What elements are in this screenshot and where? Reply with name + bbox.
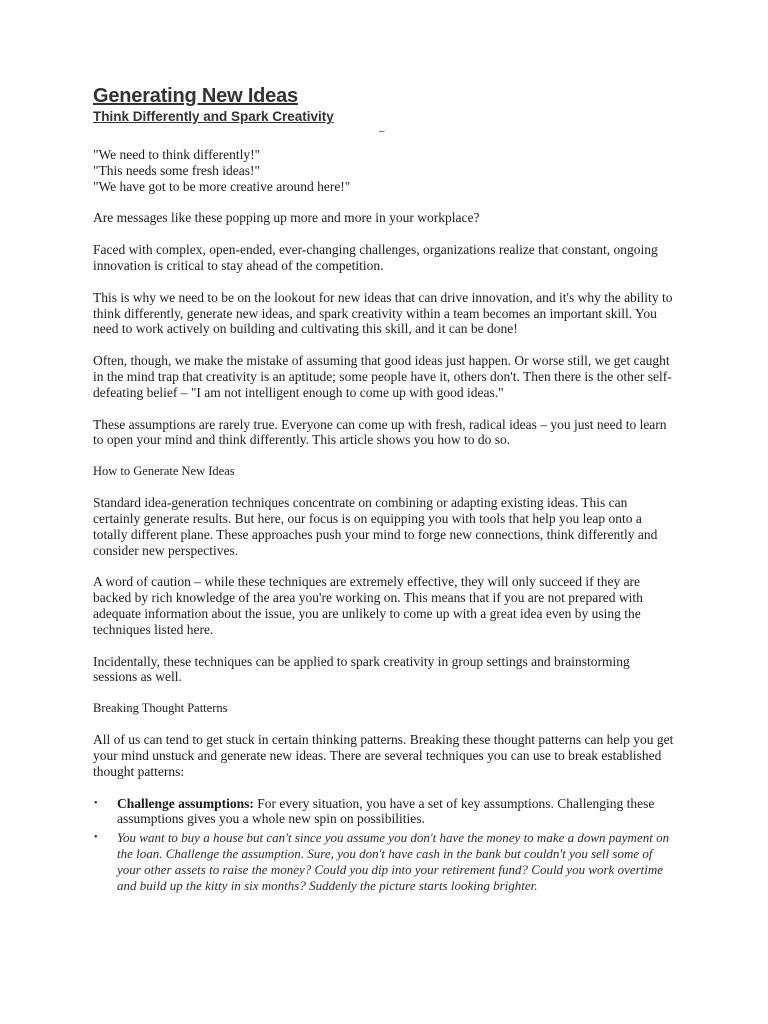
bullet-text: For every situation, you have a set of key assumptions. Challenging these assumptions gives you a whole new spin on possibilities. [117, 795, 655, 827]
intro-paragraph: Faced with complex, open-ended, ever-changing challenges, organizations realize that constant, ongoing innovation is critical to stay ahead of the competition. [93, 242, 658, 273]
bullet-icon: • [94, 832, 98, 844]
quote-line: "This needs some fresh ideas!" [93, 162, 260, 178]
intro-paragraph: Are messages like these popping up more and more in your workplace? [93, 210, 480, 226]
document-title: Generating New Ideas [93, 85, 298, 107]
intro-paragraph: This is why we need to be on the lookout for new ideas that can drive innovation, and it's why the ability to think differently, generate new ideas, and spark creativity within a team becomes an important skill. You need to work actively on building and cultivating this skill, and it can be done! [93, 289, 673, 337]
quote-line: "We need to think differently!" [93, 147, 261, 162]
quotes-block [93, 147, 675, 194]
document-subtitle: Think Differently and Spark Creativity [93, 109, 334, 124]
intro-paragraph: These assumptions are rarely true. Everyone can come up with fresh, radical ideas – you just need to learn to open your mind and think differently. This article shows you how to do so. [93, 416, 667, 448]
body-paragraph: A word of caution – while these techniques are extremely effective, they will only succeed if they are backed by rich knowledge of the area you're working on. This means that if you are not prepared with adequate information about the issue, you are unlikely to come up with a great idea even by using the techniques listed here. [93, 574, 643, 637]
body-paragraph: Incidentally, these techniques can be applied to spark creativity in group settings and brainstorming sessions as well. [93, 653, 630, 685]
body-paragraph: Standard idea-generation techniques concentrate on combining or adapting existing ideas. This can certainly generate results. But here, our focus is on equipping you with tools that help you leap onto a totally different plane. These approaches push your mind to forge new connections, think differently and consider new perspectives. [93, 495, 658, 558]
list-item [93, 796, 675, 828]
dash-mark: – [379, 126, 385, 137]
document-page [93, 84, 675, 893]
bullet-example-text: You want to buy a house but can't since you assume you don't have the money to make a down payment on the loan. Challenge the assumption. Sure, you don't have cash in the bank but couldn't you sell some of your other assets to raise the money? Could you dip into your retirement fund? Could you work overtime and build up the kitty in six months? Suddenly the picture starts looking brighter. [117, 830, 670, 893]
section-heading: Breaking Thought Patterns [93, 701, 228, 716]
section-heading: How to Generate New Ideas [93, 464, 235, 479]
bullet-bold-lead: Challenge assumptions: [117, 795, 254, 811]
bullet-icon: • [94, 797, 98, 809]
quote-line: "We have got to be more creative around here!" [93, 178, 351, 194]
list-item [93, 830, 675, 893]
bullet-list [93, 796, 675, 894]
intro-paragraph: Often, though, we make the mistake of assuming that good ideas just happen. Or worse still, we get caught in the mind trap that creativity is an aptitude; some people have it, others don't. Then there is the other self-defeating belief – "I am not intelligent enough to come up with good ideas." [93, 353, 672, 400]
body-paragraph: All of us can tend to get stuck in certain thinking patterns. Breaking these thought patterns can help you get your mind unstuck and generate new ideas. There are several techniques you can use to break established thought patterns: [93, 732, 674, 779]
